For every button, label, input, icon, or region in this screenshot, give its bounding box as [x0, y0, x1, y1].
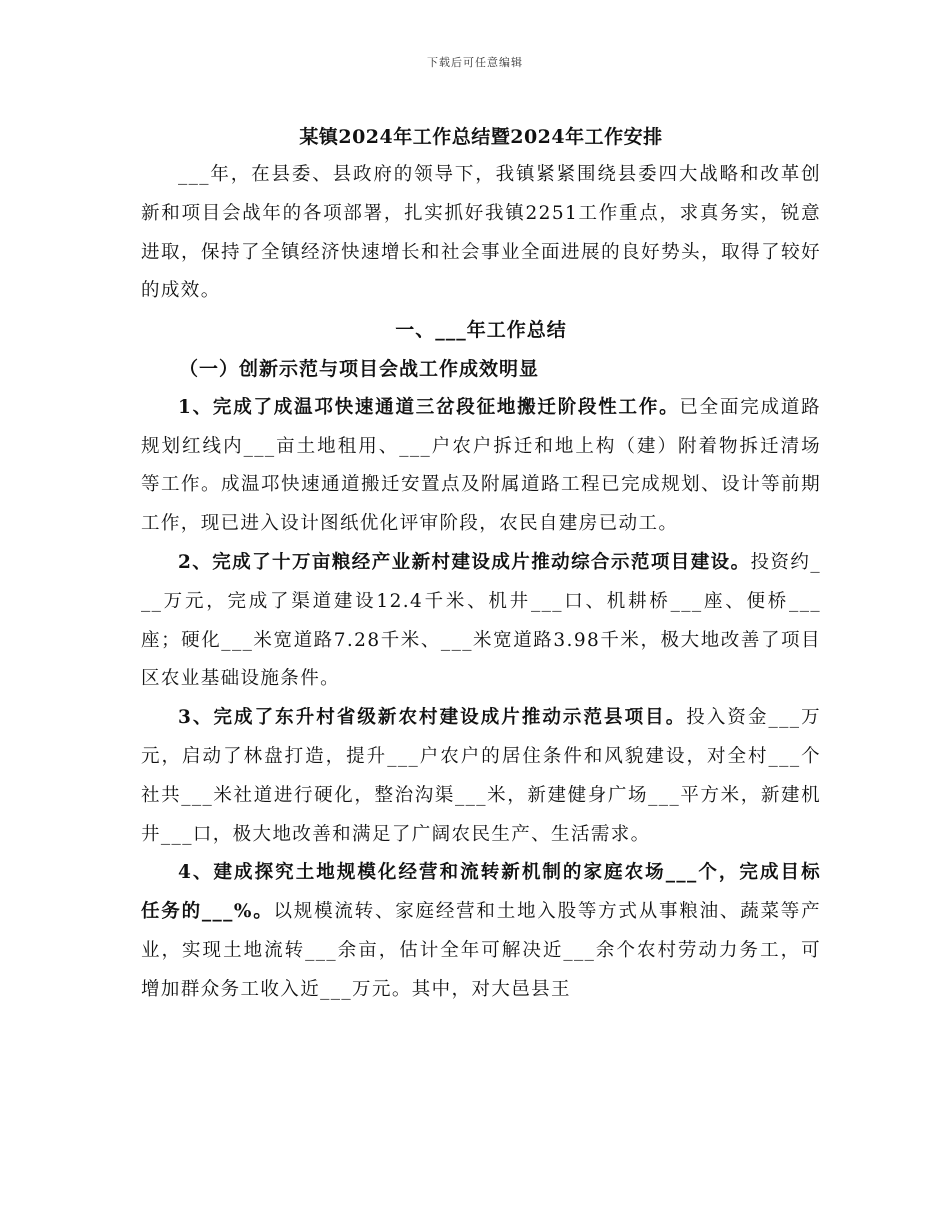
item-paragraph-4 [141, 854, 821, 1009]
item-lead-1: 1、完成了成温邛快速通道三岔段征地搬迁阶段性工作。 [178, 396, 680, 418]
item-lead-2: 2、完成了十万亩粮经产业新村建设成片推动综合示范项目建设。 [178, 551, 751, 573]
item-paragraph-3 [141, 699, 821, 854]
section-heading: 一、___年工作总结 [395, 319, 567, 342]
item-body-3: 投入资金___万元，启动了林盘打造，提升___户农户的居住条件和风貌建设，对全村___个社共___米社道进行硬化，整治沟渠___米，新建健身广场___平方米，新建机井___口，极大地改善和满足了广阔农民生产、生活需求。 [141, 707, 822, 845]
item-body-1: 已全面完成道路规划红线内___亩土地租用、___户农户拆迁和地上构（建）附着物拆迁清场等工作。成温邛快速通道搬迁安置点及附属道路工程已完成规划、设计等前期工作，现已进入设计图纸优化评审阶段，农民自建房已动工。 [141, 396, 821, 535]
item-paragraph-2 [141, 544, 821, 699]
header-note: 下载后可任意编辑 [427, 56, 523, 69]
item-body-2: 投资约___万元，完成了渠道建设12.4千米、机井___口、机耕桥___座、便桥___座；硬化___米宽道路7.28千米、___米宽道路3.98千米，极大地改善了项目区农业基础设施条件。 [141, 551, 821, 690]
document-body [141, 118, 821, 1010]
item-lead-3: 3、完成了东升村省级新农村建设成片推动示范县项目。 [178, 707, 687, 729]
item-paragraph-1 [141, 389, 821, 544]
item-lead-4: 4、建成探究土地规模化经营和流转新机制的家庭农场___个，完成目标任务的___%。 [141, 862, 821, 923]
subsection-heading: （一）创新示范与项目会战工作成效明显 [179, 357, 540, 380]
item-body-4: 以规模流转、家庭经营和土地入股等方式从事粮油、蔬菜等产业，实现土地流转___余亩，估计全年可解决近___余个农村劳动力务工，可增加群众务工收入近___万元。其中，对大邑县王 [141, 901, 821, 1000]
document-title: 某镇2024年工作总结暨2024年工作安排 [299, 126, 663, 148]
intro-paragraph: ___年，在县委、县政府的领导下，我镇紧紧围绕县委四大战略和改革创新和项目会战年的各项部署，扎实抓好我镇2251工作重点，求真务实，锐意进取，保持了全镇经济快速增长和社会事业全面进展的良好势头，取得了较好的成效。 [141, 164, 821, 302]
